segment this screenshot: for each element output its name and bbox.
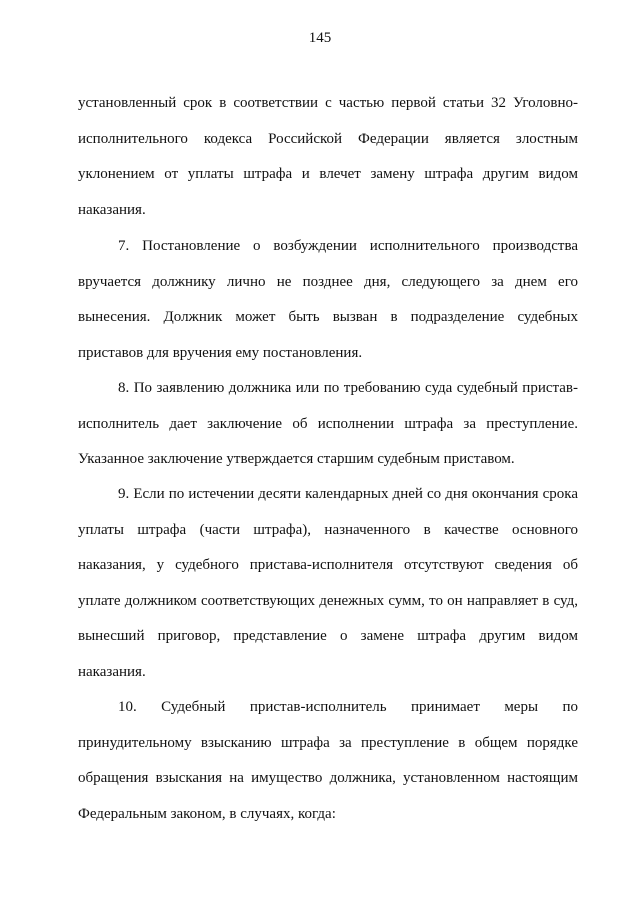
paragraph-continuation (78, 86, 578, 228)
text-line: приставов для вручения ему постановления. (78, 344, 363, 361)
paragraph-item-10 (78, 690, 578, 832)
text-line: наказания. (78, 201, 146, 218)
text-line: 10. Судебный пристав-исполнитель принимает меры по (118, 699, 578, 715)
text-line: исполнительного кодекса Российской Федерации является злостным (78, 130, 578, 147)
text-line: вынесения. Должник может быть вызван в подразделение судебных (78, 309, 578, 325)
text-line: установленный срок в соответствии с частью первой статьи 32 Уголовно- (78, 95, 578, 111)
text-line: обращения взыскания на имущество должника, установленном настоящим (78, 770, 578, 786)
text-line: уплате должником соответствующих денежных сумм, то он направляет в суд, (78, 592, 578, 609)
text-line: Указанное заключение утверждается старшим судебным приставом. (78, 451, 515, 467)
text-line: вынесший приговор, представление о замене штрафа другим видом (78, 628, 578, 644)
text-line: уклонением от уплаты штрафа и влечет замену штрафа другим видом (78, 166, 578, 182)
paragraph-item-8 (78, 371, 578, 478)
text-line: наказания, у судебного пристава-исполнителя отсутствуют сведения об (78, 557, 578, 573)
page-number: 145 (308, 30, 332, 46)
text-line: 8. По заявлению должника или по требованию суда судебный пристав- (118, 380, 578, 396)
text-line: уплаты штрафа (части штрафа), назначенного в качестве основного (78, 521, 578, 538)
text-line: 9. Если по истечении десяти календарных дней со дня окончания срока (118, 486, 578, 502)
text-line: вручается должнику лично не позднее дня, следующего за днем его (78, 273, 578, 290)
text-line: Федеральным законом, в случаях, когда: (78, 805, 336, 822)
text-line: принудительному взысканию штрафа за преступление в общем порядке (78, 734, 578, 751)
text-line: 7. Постановление о возбуждении исполнительного производства (118, 238, 578, 254)
paragraph-item-7 (78, 229, 578, 371)
text-line: исполнитель дает заключение об исполнении штрафа за преступление. (78, 415, 578, 432)
text-line: наказания. (78, 663, 146, 680)
paragraph-item-9 (78, 477, 578, 690)
